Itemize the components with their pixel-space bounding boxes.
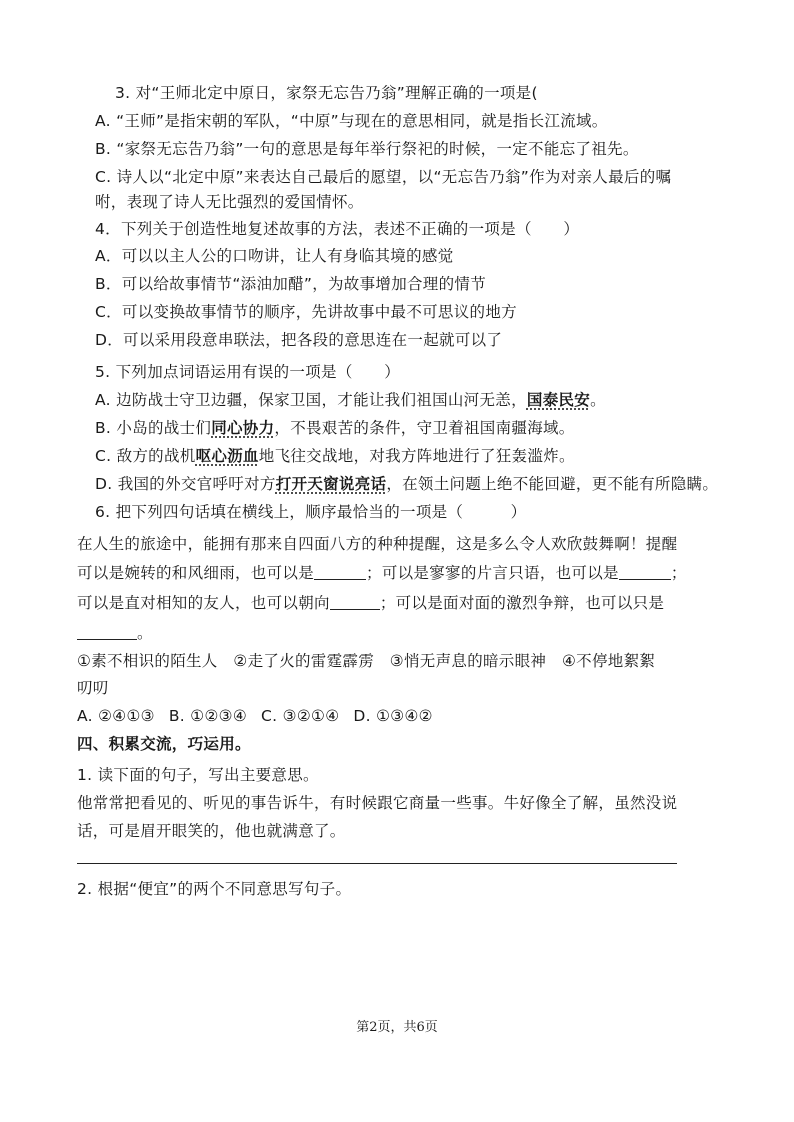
q3-option-c-line1: C. 诗人以“北定中原”来表达自己最后的愿望，以“无忘告乃翁”作为对亲人最后的嘱 — [95, 168, 672, 186]
q6-option-a: A. ②④①③ — [77, 707, 155, 725]
q6-options — [77, 705, 433, 727]
q6-p2-part2: ；可以是寥寥的片言只语，也可以是 — [366, 564, 619, 582]
q5-b-text: B. 小岛的战士们 — [95, 419, 212, 437]
q3-option-b: B. “家祭无忘告乃翁”一句的意思是每年举行祭祀的时候，一定不能忘了祖先。 — [95, 140, 639, 158]
q6-p3-part1: 可以是直对相知的友人，也可以朝向 — [77, 594, 330, 612]
q3-option-c-line2: 咐，表现了诗人无比强烈的爱国情怀。 — [95, 193, 364, 211]
q4-option-b: B．可以给故事情节“添油加醋”，为故事增加合理的情节 — [95, 275, 486, 293]
q6-option-c: C. ③②①④ — [261, 707, 340, 725]
q5-c-dotted-word: 呕心沥血 — [195, 447, 259, 465]
q5-c-end: 地飞往交战地，对我方阵地进行了狂轰滥炸。 — [258, 447, 575, 465]
q6-blank-3[interactable] — [330, 595, 380, 610]
q6-items-line2: 叨叨 — [77, 679, 109, 697]
q6-stem: 6. 把下列四句话填在横线上，顺序最恰当的一项是（ ） — [95, 503, 527, 521]
section4-heading: 四、积累交流，巧运用。 — [77, 735, 251, 753]
q4-option-c: C．可以变换故事情节的顺序，先讲故事中最不可思议的地方 — [95, 303, 517, 321]
q5-option-c — [95, 445, 575, 467]
q6-option-d: D. ①③④② — [353, 707, 433, 725]
page-footer: 第2页，共6页 — [356, 1020, 438, 1035]
q5-d-text: D. 我国的外交官呼吁对方 — [95, 475, 276, 493]
q5-option-a — [95, 389, 606, 411]
q6-passage-line3 — [77, 592, 664, 614]
q5-a-end: 。 — [590, 391, 606, 409]
q6-blank-4[interactable] — [77, 625, 137, 640]
q6-blank-2[interactable] — [619, 565, 671, 580]
s4-q2-stem: 2. 根据“便宜”的两个不同意思写句子。 — [77, 880, 352, 898]
q6-p2-part3: ； — [670, 564, 687, 582]
q6-p3-part2: ；可以是面对面的激烈争辩，也可以只是 — [379, 594, 665, 612]
q6-passage-line2 — [77, 562, 687, 584]
q5-option-d — [95, 473, 718, 495]
q5-b-dotted-word: 同心协力 — [211, 419, 275, 437]
q5-d-end: ，在领土问题上绝不能回避，更不能有所隐瞒。 — [386, 475, 719, 493]
s4-q1-text-line2: 话，可是眉开眼笑的，他也就满意了。 — [77, 822, 346, 840]
q4-option-d: D．可以采用段意串联法，把各段的意思连在一起就可以了 — [95, 331, 503, 349]
q5-c-text: C. 敌方的战机 — [95, 447, 196, 465]
q5-b-end: ，不畏艰苦的条件，守卫着祖国南疆海域。 — [274, 419, 575, 437]
s4-q1-text-line1: 他常常把看见的、听见的事告诉牛，有时候跟它商量一些事。牛好像全了解，虽然没说 — [77, 794, 678, 812]
q3-option-a: A. “王师”是指宋朝的军队，“中原”与现在的意思相同，就是指长江流域。 — [95, 112, 608, 130]
q6-items-line1: ①素不相识的陌生人 ②走了火的雷霆霹雳 ③悄无声息的暗示眼神 ④不停地絮絮 — [77, 652, 656, 670]
q5-a-text: A. 边防战士守卫边疆，保家卫国，才能让我们祖国山河无恙， — [95, 391, 527, 409]
q6-p2-part1: 可以是婉转的和风细雨，也可以是 — [77, 564, 315, 582]
q6-option-b: B. ①②③④ — [168, 707, 248, 725]
q5-d-dotted-word: 打开天窗说亮话 — [275, 475, 387, 493]
q6-blank-1[interactable] — [314, 565, 366, 580]
s4-q1-stem: 1. 读下面的句子，写出主要意思。 — [77, 766, 319, 784]
q4-stem: 4．下列关于创造性地复述故事的方法，表述不正确的一项是（ ） — [95, 220, 580, 238]
q5-option-b — [95, 417, 575, 439]
q6-passage-line4 — [77, 622, 153, 644]
q5-a-dotted-word: 国泰民安 — [526, 391, 591, 409]
q5-stem: 5. 下列加点词语运用有误的一项是（ ） — [95, 363, 401, 381]
answer-line[interactable] — [77, 863, 677, 864]
q6-passage-line1: 在人生的旅途中，能拥有那来自四面八方的种种提醒，这是多么令人欢欣鼓舞啊！提醒 — [77, 535, 678, 553]
q4-option-a: A．可以以主人公的口吻讲，让人有身临其境的感觉 — [95, 247, 454, 265]
q6-p4-end: 。 — [137, 624, 153, 642]
q3-stem: 3. 对“王师北定中原日，家祭无忘告乃翁”理解正确的一项是( — [115, 84, 538, 102]
